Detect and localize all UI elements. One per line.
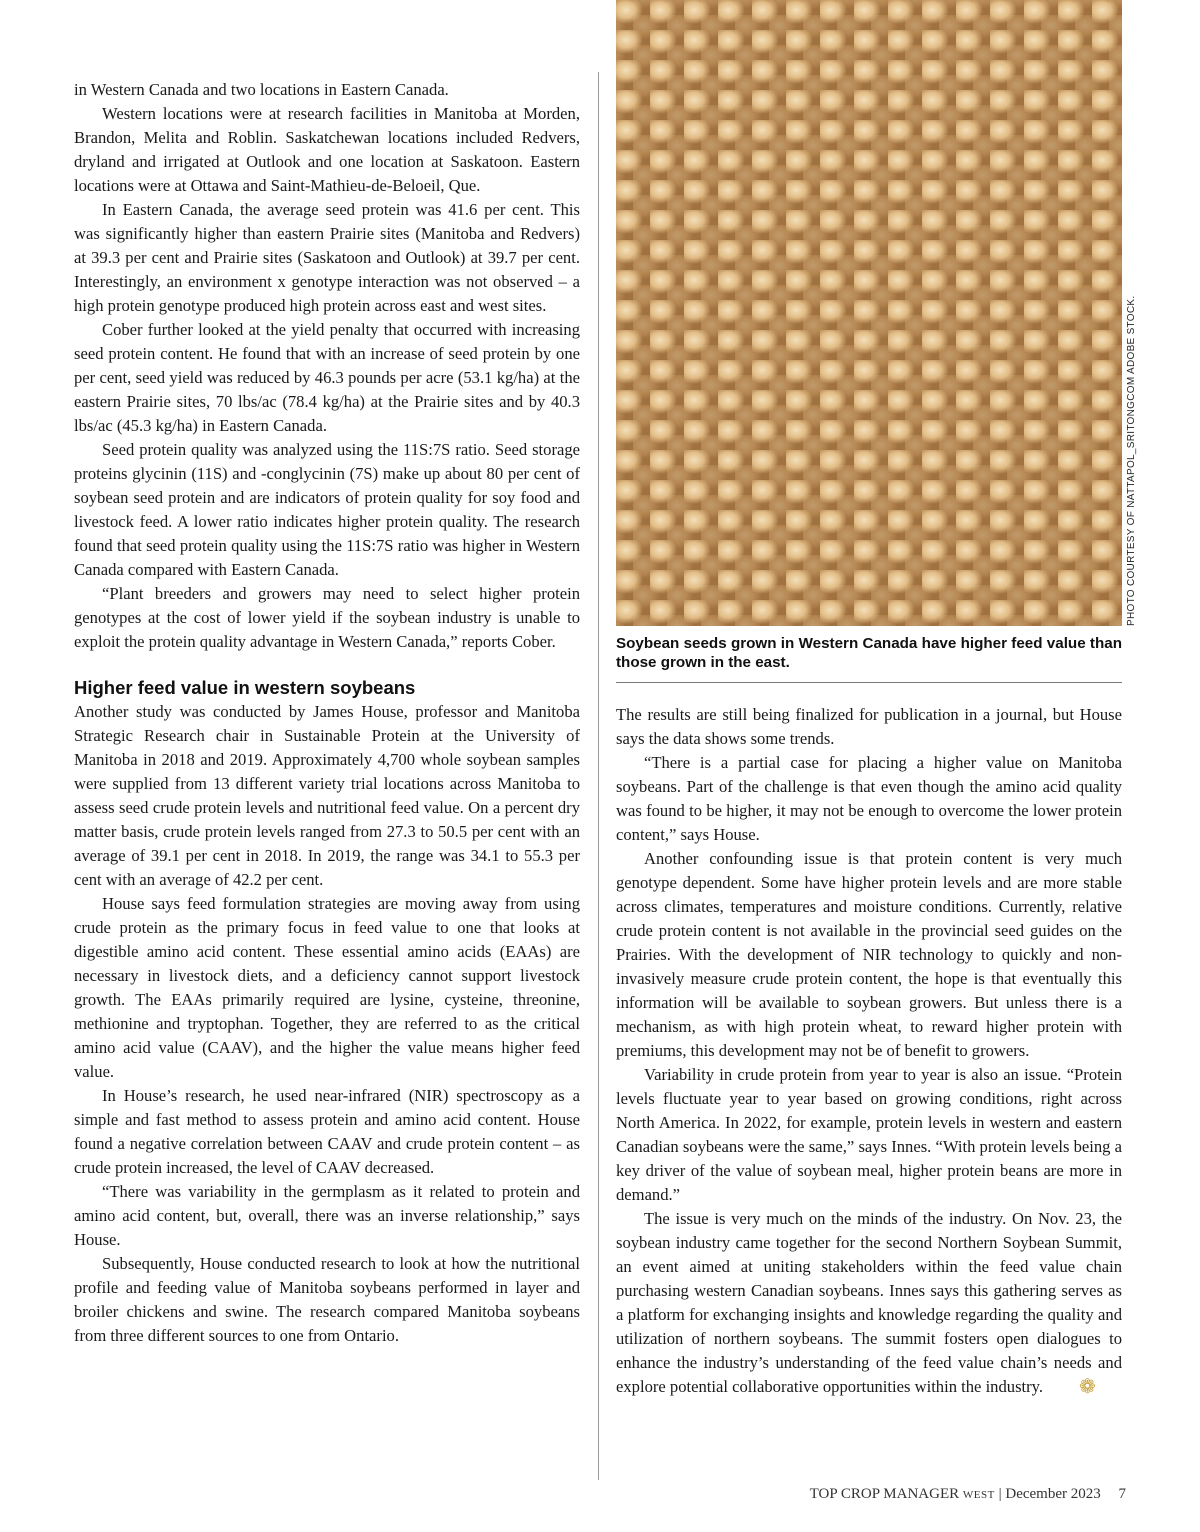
photo-credit: PHOTO COURTESY OF NATTAPOL_SRITONGCOM ADOBE STOCK. xyxy=(1126,295,1137,626)
column-divider xyxy=(598,72,599,1480)
paragraph xyxy=(616,1207,1122,1399)
paragraph: Cober further looked at the yield penalty that occurred with increasing seed protein content. He found that with an increase of seed protein by one per cent, seed yield was reduced by 46.3 pounds per acre (53.1 kg/ha) at the eastern Prairie sites, 70 lbs/ac (78.4 kg/ha) at the Prairie sites and by 40.3 lbs/ac (45.3 kg/ha) in Eastern Canada. xyxy=(74,320,580,435)
caption-divider xyxy=(616,682,1122,683)
magazine-title: TOP CROP MANAGER xyxy=(809,1486,960,1502)
right-column xyxy=(616,703,1122,1399)
paragraph: Variability in crude protein from year to year is also an issue. “Protein levels fluctuate year to year based on growing conditions, right across North America. In 2022, for example, protein levels in western and eastern Canadian soybeans were the same,” says Innes. “With protein levels being a key driver of the value of soybean meal, higher protein beans are more in demand.” xyxy=(616,1065,1122,1204)
paragraph: in Western Canada and two locations in Eastern Canada. xyxy=(74,80,449,99)
paragraph: “There was variability in the germplasm as it related to protein and amino acid content, but, overall, there was an inverse relationship,” says House. xyxy=(74,1182,580,1249)
section-heading: Higher feed value in western soybeans xyxy=(74,677,416,698)
paragraph: Another confounding issue is that protein content is very much genotype dependent. Some have higher protein levels and are more stable across climates, temperatures and moisture conditions. Currently, relative crude protein content is not available in the provincial seed guides on the Prairies. With the development of NIR technology to quickly and non-invasively measure crude protein content, the hope is that eventually this information will be available to soybean growers. But unless there is a mechanism, as with high protein wheat, to reward higher protein with premiums, this development may not be of benefit to growers. xyxy=(616,849,1122,1060)
left-column xyxy=(74,78,580,1348)
paragraph: Seed protein quality was analyzed using the 11S:7S ratio. Seed storage proteins glycinin (11S) and -conglycinin (7S) make up about 80 per cent of soybean seed protein and are indicators of protein quality for soy food and livestock feed. A lower ratio indicates higher protein quality. The research found that seed protein quality using the 11S:7S ratio was higher in Western Canada compared with Eastern Canada. xyxy=(74,440,580,579)
paragraph: The results are still being finalized for publication in a journal, but House says the data shows some trends. xyxy=(616,705,1122,748)
paragraph-text: The issue is very much on the minds of the industry. On Nov. 23, the soybean industry came together for the second Northern Soybean Summit, an event aimed at uniting stakeholders within the feed value chain purchasing western Canadian soybeans. Innes says this gathering serves as a platform for exchanging insights and knowledge regarding the quality and utilization of northern soybeans. The summit fosters open dialogues to enhance the industry’s understanding of the feed value chain’s needs and explore potential collaborative opportunities within the industry. xyxy=(616,1209,1122,1396)
paragraph: “There is a partial case for placing a higher value on Manitoba soybeans. Part of the challenge is that even though the amino acid quality was found to be higher, it may not be enough to overcome the lower protein content,” says House. xyxy=(616,753,1122,844)
paragraph: House says feed formulation strategies are moving away from using crude protein as the primary focus in feed value to one that looks at digestible amino acid content. These essential amino acids (EAAs) are necessary in livestock diets, and a deficiency cannot support livestock growth. The EAAs primarily required are lysine, cysteine, threonine, methionine and tryptophan. Together, they are referred to as the critical amino acid value (CAAV), and the higher the value means higher feed value. xyxy=(74,894,580,1081)
paragraph: In Eastern Canada, the average seed protein was 41.6 per cent. This was significantly higher than eastern Prairie sites (Manitoba and Redvers) at 39.3 per cent and Prairie sites (Saskatoon and Outlook) at 39.7 per cent. Interestingly, an environment x genotype interaction was not observed – a high protein genotype produced high protein across east and west sites. xyxy=(74,200,580,315)
paragraph: Another study was conducted by James House, professor and Manitoba Strategic Research chair in Sustainable Protein at the University of Manitoba in 2018 and 2019. Approximately 4,700 whole soybean samples were supplied from 13 different variety trial locations across Manitoba to assess seed crude protein levels and nutritional feed value. On a percent dry matter basis, crude protein levels ranged from 27.3 to 50.5 per cent with an average of 39.1 per cent in 2018. In 2019, the range was 34.1 to 55.3 per cent with an average of 42.2 per cent. xyxy=(74,702,580,889)
magazine-edition: WEST xyxy=(962,1489,995,1501)
paragraph: Subsequently, House conducted research to look at how the nutritional profile and feeding value of Manitoba soybeans performed in layer and broiler chickens and swine. The research compared Manitoba soybeans from three different sources to one from Ontario. xyxy=(74,1254,580,1345)
page-footer xyxy=(810,1486,1126,1503)
soybean-photo xyxy=(616,0,1122,626)
paragraph: “Plant breeders and growers may need to select higher protein genotypes at the cost of lower yield if the soybean industry is unable to exploit the protein quality advantage in Western Canada,” reports Cober. xyxy=(74,584,580,651)
page-number: 7 xyxy=(1118,1486,1126,1502)
photo-caption: Soybean seeds grown in Western Canada have higher feed value than those grown in the east. xyxy=(616,635,1122,671)
maple-leaf-icon: ❁ xyxy=(1079,1376,1096,1398)
footer-separator: | xyxy=(998,1486,1002,1502)
issue-date: December 2023 xyxy=(1005,1486,1101,1502)
paragraph: Western locations were at research facilities in Manitoba at Morden, Brandon, Melita and Roblin. Saskatchewan locations included Redvers, dryland and irrigated at Outlook and one location at Saskatoon. Eastern locations were at Ottawa and Saint-Mathieu-de-Beloeil, Que. xyxy=(74,104,580,195)
paragraph: In House’s research, he used near-infrared (NIR) spectroscopy as a simple and fast method to assess protein and amino acid content. House found a negative correlation between CAAV and crude protein content – as crude protein increased, the level of CAAV decreased. xyxy=(74,1086,580,1177)
